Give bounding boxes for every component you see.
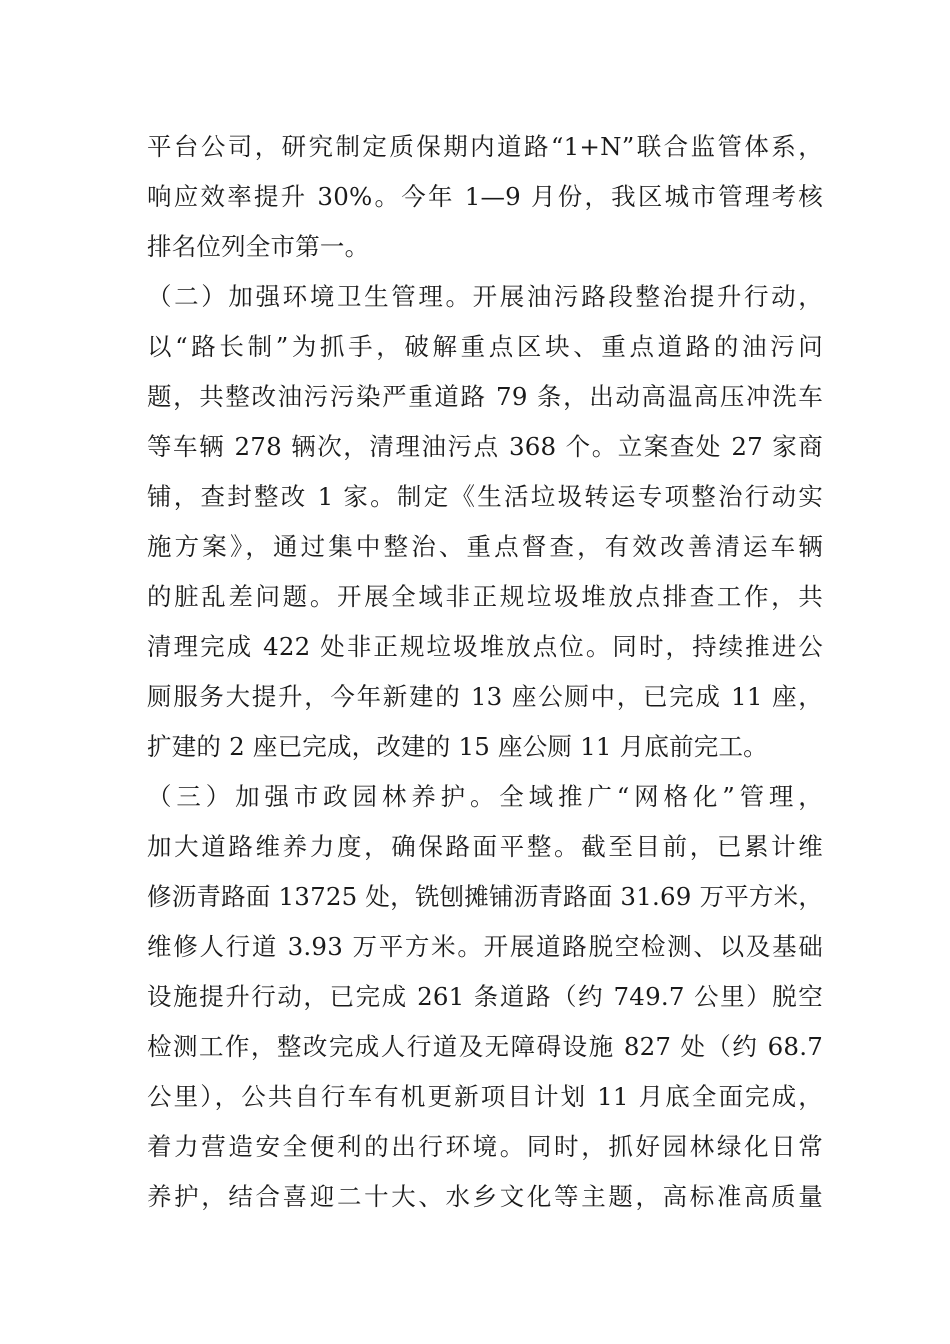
text-line: 清理完成 422 处非正规垃圾堆放点位。同时，持续推进公 <box>147 632 823 661</box>
text-line: 响应效率提升 30%。今年 1—9 月份，我区城市管理考核 <box>147 182 823 211</box>
text-line: 加大道路维养力度，确保路面平整。截至目前，已累计维 <box>147 832 823 861</box>
text-line: 检测工作，整改完成人行道及无障碍设施 827 处（约 68.7 <box>147 1032 823 1061</box>
text-line: 修沥青路面 13725 处，铣刨摊铺沥青路面 31.69 万平方米， <box>147 882 824 911</box>
text-line: 维修人行道 3.93 万平方米。开展道路脱空检测、以及基础 <box>147 932 823 961</box>
text-line: 铺，查封整改 1 家。制定《生活垃圾转运专项整治行动实 <box>147 482 823 511</box>
text-line: 着力营造安全便利的出行环境。同时，抓好园林绿化日常 <box>147 1132 823 1161</box>
text-line: 题，共整改油污污染严重道路 79 条，出动高温高压冲洗车 <box>147 382 823 411</box>
text-line: 的脏乱差问题。开展全域非正规垃圾堆放点排查工作，共 <box>147 582 823 611</box>
text-line: 扩建的 2 座已完成，改建的 15 座公厕 11 月底前完工。 <box>147 732 768 761</box>
paragraph-municipal-landscaping <box>147 772 823 1222</box>
text-line: 公里），公共自行车有机更新项目计划 11 月底全面完成， <box>147 1082 823 1111</box>
text-line: （二）加强环境卫生管理。开展油污路段整治提升行动， <box>147 282 823 311</box>
text-line: 养护，结合喜迎二十大、水乡文化等主题，高标准高质量 <box>147 1182 823 1211</box>
text-line: 施方案》，通过集中整治、重点督查，有效改善清运车辆 <box>147 532 823 561</box>
text-line: 设施提升行动，已完成 261 条道路（约 749.7 公里）脱空 <box>147 982 823 1011</box>
text-line: 以“路长制”为抓手，破解重点区块、重点道路的油污问 <box>147 332 823 361</box>
text-line: 平台公司，研究制定质保期内道路“1+N”联合监管体系， <box>147 132 823 161</box>
text-line: 厕服务大提升，今年新建的 13 座公厕中，已完成 11 座， <box>147 682 823 711</box>
text-line: 排名位列全市第一。 <box>147 232 370 261</box>
text-line: 等车辆 278 辆次，清理油污点 368 个。立案查处 27 家商 <box>147 432 823 461</box>
text-line: （三）加强市政园林养护。全域推广“网格化”管理， <box>147 782 823 811</box>
paragraph-continuation <box>147 122 823 272</box>
document-body <box>147 122 823 1222</box>
paragraph-environmental-sanitation <box>147 272 823 772</box>
